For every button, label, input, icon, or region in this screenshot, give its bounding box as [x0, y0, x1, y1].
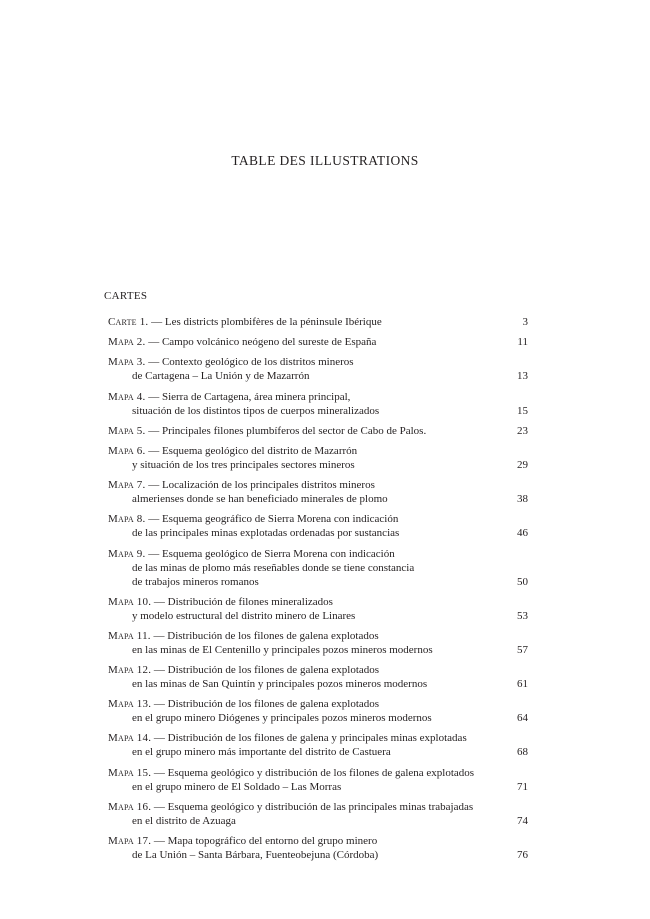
entry-line-text: Esquema geológico y distribución de las principales minas trabajadas: [167, 800, 474, 813]
entry-line-text: Distribución de filones mineralizados: [167, 595, 333, 608]
entry-dash: —: [145, 444, 162, 457]
list-item: [108, 478, 528, 506]
entry-line-text: almerienses donde se han beneficiado minerales de plomo: [132, 493, 388, 506]
entry-line-text: en el grupo minero de El Soldado – Las Morras: [132, 780, 342, 793]
entry-dash: —: [148, 316, 165, 328]
list-item: [108, 731, 528, 759]
page-title: TABLE DES ILLUSTRATIONS: [231, 153, 419, 168]
list-item: [108, 335, 528, 349]
entry-text: [108, 424, 498, 438]
entry-first-line: [108, 731, 498, 745]
list-item: [108, 547, 528, 589]
entry-continuation-line: [108, 643, 498, 657]
entry-label: Mapa 10.: [108, 595, 152, 608]
entry-dash: —: [151, 595, 168, 608]
entry-line-text: de Cartagena – La Unión y de Mazarrón: [132, 370, 310, 383]
entry-text: [108, 800, 498, 828]
entry-page-number: 3: [522, 316, 528, 328]
entry-label: Mapa 12.: [108, 664, 152, 677]
entry-line-text: Les districts plombifères de la péninsule Ibérique: [164, 316, 382, 328]
section-heading: CARTES: [104, 290, 148, 302]
illustrations-list: [108, 315, 528, 868]
entry-text: [108, 766, 498, 794]
entry-text: [108, 629, 498, 657]
entry-dash: —: [151, 698, 168, 711]
entry-dash: —: [145, 513, 162, 526]
list-item: [108, 800, 528, 828]
entry-line-text: de La Unión – Santa Bárbara, Fuenteobejuna (Córdoba): [132, 849, 379, 861]
list-item: [108, 424, 528, 438]
entry-text: [108, 315, 498, 329]
entry-continuation-line: [108, 814, 498, 828]
entry-line-text: situación de los distintos tipos de cuerpos mineralizados: [132, 404, 380, 417]
entry-dash: —: [150, 629, 168, 642]
entry-line-text: en el grupo minero más importante del distrito de Castuera: [132, 746, 391, 759]
list-item: [108, 697, 528, 725]
entry-first-line: [108, 663, 498, 677]
entry-first-line: [108, 444, 498, 458]
entry-line-text: Distribución de los filones de galena explotados: [167, 698, 380, 711]
entry-label: Carte 1.: [108, 316, 149, 328]
entry-first-line: [108, 800, 498, 814]
entry-page-number: 11: [517, 336, 528, 349]
entry-line-text: Contexto geológico de los distritos mineros: [161, 356, 354, 369]
list-item: [108, 355, 528, 383]
list-item: [108, 834, 528, 862]
entry-first-line: [108, 766, 498, 780]
entry-label: Mapa 14.: [108, 732, 152, 745]
entry-dash: —: [151, 800, 168, 813]
entry-line-text: Campo volcánico neógeno del sureste de España: [161, 336, 377, 349]
entry-page-number: 53: [517, 609, 528, 622]
entry-page-number: 61: [517, 678, 528, 691]
entry-text: [108, 697, 498, 725]
entry-text: [108, 444, 498, 472]
entry-line-text: de las minas de plomo más reseñables donde se tiene constancia: [132, 561, 415, 574]
entry-continuation-line: [108, 677, 498, 691]
entry-page-number: 76: [517, 849, 528, 861]
entry-line-text: Localización de los principales distritos mineros: [161, 479, 375, 492]
entry-label: Mapa 4.: [108, 390, 146, 403]
entry-text: [108, 731, 498, 759]
entry-dash: —: [145, 356, 162, 369]
entry-line-text: y situación de los tres principales sectores mineros: [132, 458, 355, 471]
entry-label: Mapa 15.: [108, 766, 152, 779]
entry-continuation-line: [108, 458, 498, 472]
entry-first-line: [108, 547, 498, 561]
entry-line-text: Distribución de los filones de galena explotados: [167, 629, 379, 642]
entry-line-text: Principales filones plumbíferos del sector de Cabo de Palos.: [161, 424, 427, 437]
entry-page-number: 57: [517, 643, 528, 656]
entry-page-number: 38: [517, 493, 528, 506]
entry-label: Mapa 6.: [108, 444, 146, 457]
entry-first-line: [108, 424, 498, 438]
entry-label: Mapa 17.: [108, 835, 152, 847]
entry-first-line: [108, 390, 498, 404]
entry-continuation-line: [108, 711, 498, 725]
entry-first-line: [108, 355, 498, 369]
entry-text: [108, 547, 498, 589]
entry-first-line: [108, 697, 498, 711]
entry-continuation-line: [108, 848, 498, 862]
entry-continuation-line: [108, 492, 498, 506]
entry-label: Mapa 7.: [108, 479, 146, 492]
entry-first-line: [108, 512, 498, 526]
entry-dash: —: [151, 732, 168, 745]
list-item: [108, 629, 528, 657]
entry-label: Mapa 5.: [108, 424, 146, 437]
entry-first-line: [108, 315, 498, 329]
entry-continuation-line: [108, 575, 498, 589]
entry-page-number: 64: [517, 712, 528, 725]
entry-dash: —: [145, 390, 162, 403]
entry-page-number: 71: [517, 780, 528, 793]
entry-text: [108, 512, 498, 540]
entry-label: Mapa 16.: [108, 800, 152, 813]
entry-page-number: 68: [517, 746, 528, 759]
entry-dash: —: [151, 664, 168, 677]
entry-continuation-line: [108, 780, 498, 794]
entry-line-text: de trabajos mineros romanos: [132, 575, 259, 588]
entry-line-text: en el distrito de Azuaga: [132, 814, 236, 827]
entry-dash: —: [145, 336, 162, 349]
entry-continuation-line: [108, 369, 498, 383]
entry-continuation-line: [108, 745, 498, 759]
list-item: [108, 766, 528, 794]
entry-page-number: 50: [517, 575, 528, 588]
list-item: [108, 663, 528, 691]
entry-text: [108, 390, 498, 418]
entry-line-text: Mapa topográfico del entorno del grupo minero: [167, 835, 378, 847]
entry-line-text: Distribución de los filones de galena explotados: [167, 664, 380, 677]
entry-page-number: 74: [517, 814, 528, 827]
entry-line-text: Esquema geológico del distrito de Mazarrón: [161, 444, 358, 457]
entry-page-number: 15: [517, 404, 528, 417]
entry-line-text: en el grupo minero Diógenes y principales pozos mineros modernos: [132, 712, 432, 725]
entry-line-text: Esquema geológico de Sierra Morena con indicación: [161, 547, 395, 560]
list-item: [108, 390, 528, 418]
entry-line-text: en las minas de El Centenillo y principales pozos mineros modernos: [132, 643, 433, 656]
entry-text: [108, 335, 498, 349]
entry-line-text: Distribución de los filones de galena y principales minas explotadas: [167, 732, 467, 745]
entry-line-text: Esquema geológico y distribución de los filones de galena explotados: [167, 766, 475, 779]
list-item: [108, 444, 528, 472]
entry-continuation-line: [108, 526, 498, 540]
entry-text: [108, 663, 498, 691]
list-item: [108, 595, 528, 623]
entry-label: Mapa 9.: [108, 547, 146, 560]
entry-page-number: 23: [517, 424, 528, 437]
entry-page-number: 29: [517, 458, 528, 471]
entry-dash: —: [145, 424, 162, 437]
entry-dash: —: [145, 479, 162, 492]
entry-label: Mapa 8.: [108, 513, 146, 526]
entry-first-line: [108, 335, 498, 349]
list-item: [108, 315, 528, 329]
entry-label: Mapa 2.: [108, 336, 146, 349]
entry-line-text: de las principales minas explotadas ordenadas por sustancias: [132, 527, 400, 540]
entry-line-text: Sierra de Cartagena, área minera principal,: [161, 390, 351, 403]
entry-label: Mapa 11.: [108, 629, 151, 642]
entry-text: [108, 834, 498, 862]
entry-text: [108, 595, 498, 623]
entry-page-number: 46: [517, 527, 528, 540]
entry-line-text: y modelo estructural del distrito minero de Linares: [132, 609, 356, 622]
entry-dash: —: [145, 547, 162, 560]
entry-first-line: [108, 629, 498, 643]
entry-continuation-line: [108, 404, 498, 418]
entry-page-number: 13: [517, 370, 528, 383]
entry-continuation-line: [108, 609, 498, 623]
entry-line-text: en las minas de San Quintín y principales pozos mineros modernos: [132, 678, 428, 691]
entry-text: [108, 355, 498, 383]
entry-label: Mapa 3.: [108, 356, 146, 369]
entry-label: Mapa 13.: [108, 698, 152, 711]
entry-continuation-line: [108, 561, 498, 575]
entry-first-line: [108, 595, 498, 609]
entry-first-line: [108, 834, 498, 848]
entry-dash: —: [151, 835, 168, 847]
entry-first-line: [108, 478, 498, 492]
list-item: [108, 512, 528, 540]
entry-dash: —: [151, 766, 168, 779]
entry-text: [108, 478, 498, 506]
entry-line-text: Esquema geográfico de Sierra Morena con indicación: [161, 513, 399, 526]
